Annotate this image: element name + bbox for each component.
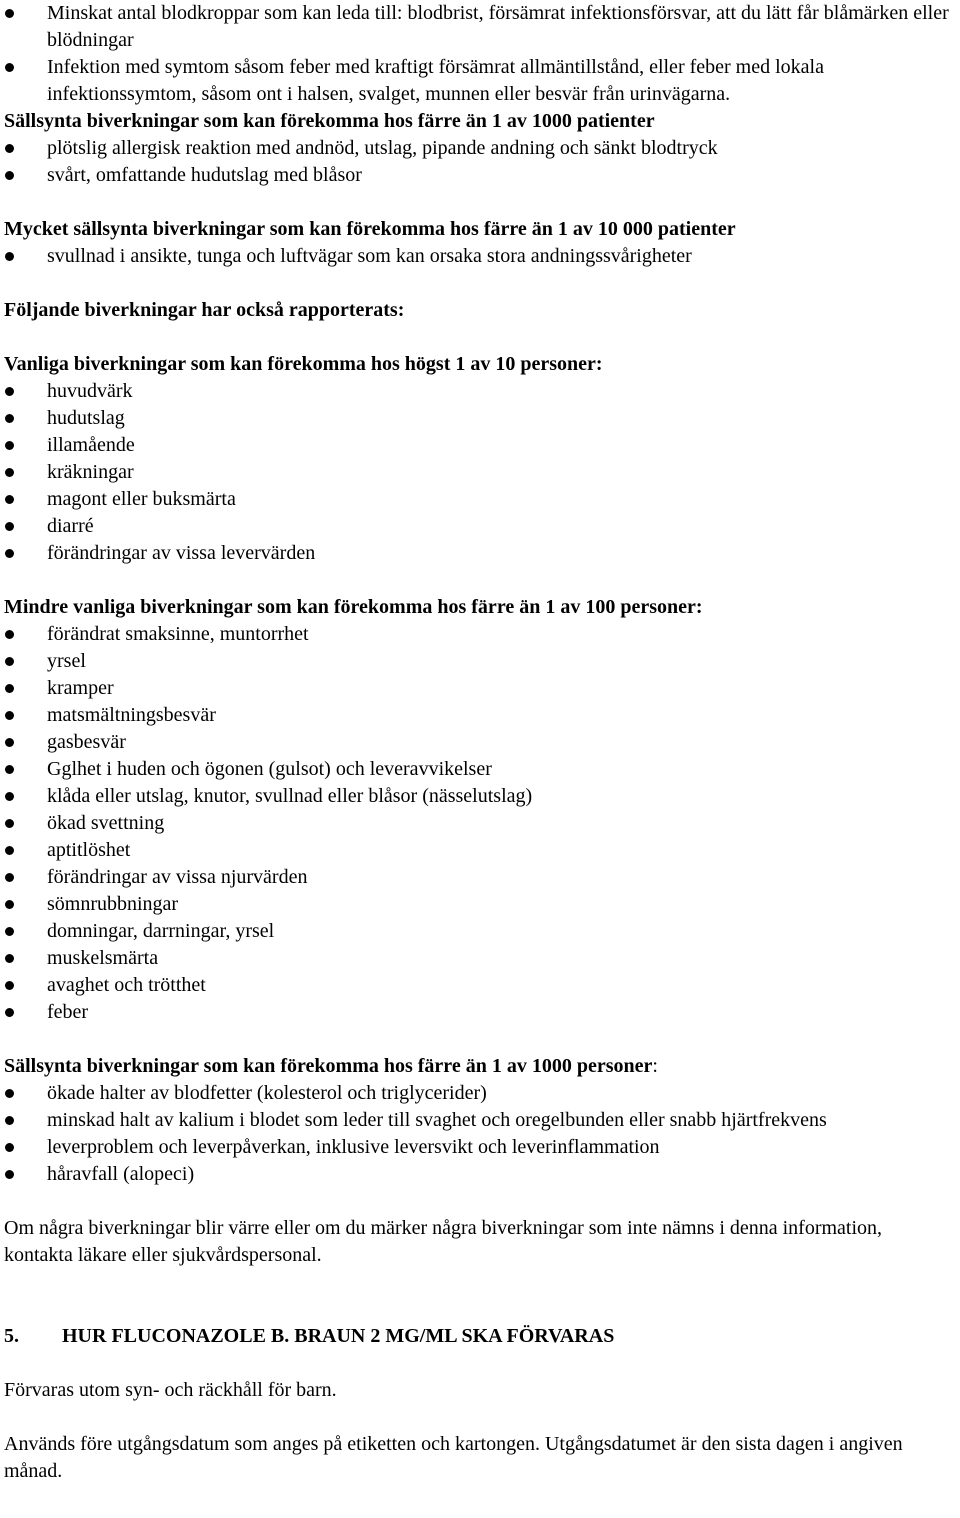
spacer [4,270,954,297]
very-rare-patients-section [4,216,954,270]
section-number: 5. [4,1325,19,1347]
list-item: ökad svettning [4,810,954,837]
spacer [4,1404,954,1431]
list-item: matsmältningsbesvär [4,702,954,729]
spacer [4,567,954,594]
list-item: svullnad i ansikte, tunga och luftvägar som kan orsaka stora andningssvårigheter [4,243,954,270]
list-item: muskelsmärta [4,945,954,972]
advice-paragraph: Om några biverkningar blir värre eller om du märker några biverkningar som inte nämns i denna information, kontakta läkare eller sjukvårdspersonal. [4,1217,883,1266]
list-item: domningar, darrningar, yrsel [4,918,954,945]
list-item: hudutslag [4,405,954,432]
list-item: gasbesvär [4,729,954,756]
also-reported-heading: Följande biverkningar har också rapporterats: [4,299,405,321]
spacer [4,189,954,216]
section-heading [4,1053,954,1080]
spacer [4,1026,954,1053]
section-heading-colon: : [652,1055,658,1077]
list-item: Minskat antal blodkroppar som kan leda till: blodbrist, försämrat infektionsförsvar, att du lätt får blåmärken eller blödningar [4,0,954,54]
section-heading-text: Sällsynta biverkningar som kan förekomma hos färre än 1 av 1000 personer [4,1055,653,1077]
intro-list [4,0,954,108]
list-item: minskad halt av kalium i blodet som leder till svaghet och oregelbunden eller snabb hjärtfrekvens [4,1107,954,1134]
uncommon-section [4,594,954,1026]
section-5-heading [4,1323,954,1350]
list-item: kräkningar [4,459,954,486]
list-item: leverproblem och leverpåverkan, inklusive leversvikt och leverinflammation [4,1134,954,1161]
list-item: plötslig allergisk reaktion med andnöd, utslag, pipande andning och sänkt blodtryck [4,135,954,162]
expiry-text: Används före utgångsdatum som anges på etiketten och kartongen. Utgångsdatumet är den sista dagen i angiven månad. [4,1433,903,1482]
list-item: svårt, omfattande hudutslag med blåsor [4,162,954,189]
list-item: feber [4,999,954,1026]
section-heading: Mycket sällsynta biverkningar som kan förekomma hos färre än 1 av 10 000 patienter [4,218,736,240]
section-heading: Mindre vanliga biverkningar som kan förekomma hos färre än 1 av 100 personer: [4,596,703,618]
list-item: kramper [4,675,954,702]
list-item: avaghet och trötthet [4,972,954,999]
list-item: diarré [4,513,954,540]
storage-children-text: Förvaras utom syn- och räckhåll för barn. [4,1379,337,1401]
rare-persons-section [4,1053,954,1188]
list-item: illamående [4,432,954,459]
spacer [4,1188,954,1215]
list-item: förändringar av vissa njurvärden [4,864,954,891]
list-item: Infektion med symtom såsom feber med kraftigt försämrat allmäntillstånd, eller feber med lokala infektionssymtom, såsom ont i halsen, svalget, munnen eller besvär från urinvägarna. [4,54,954,108]
list-item: aptitlöshet [4,837,954,864]
list-item: klåda eller utslag, knutor, svullnad eller blåsor (nässelutslag) [4,783,954,810]
list-item: håravfall (alopeci) [4,1161,954,1188]
list-item: yrsel [4,648,954,675]
spacer [4,1350,954,1377]
section-title: HUR FLUCONAZOLE B. BRAUN 2 MG/ML SKA FÖRVARAS [62,1325,615,1347]
list-item: ökade halter av blodfetter (kolesterol och triglycerider) [4,1080,954,1107]
rare-patients-section [4,108,954,189]
section-heading: Sällsynta biverkningar som kan förekomma hos färre än 1 av 1000 patienter [4,110,655,132]
spacer [4,324,954,351]
list-item: förändringar av vissa levervärden [4,540,954,567]
common-section [4,351,954,567]
list-item: sömnrubbningar [4,891,954,918]
list-item: huvudvärk [4,378,954,405]
section-heading: Vanliga biverkningar som kan förekomma hos högst 1 av 10 personer: [4,353,603,375]
spacer [4,1269,954,1323]
list-item: förändrat smaksinne, muntorrhet [4,621,954,648]
list-item: magont eller buksmärta [4,486,954,513]
list-item: Gglhet i huden och ögonen (gulsot) och leveravvikelser [4,756,954,783]
